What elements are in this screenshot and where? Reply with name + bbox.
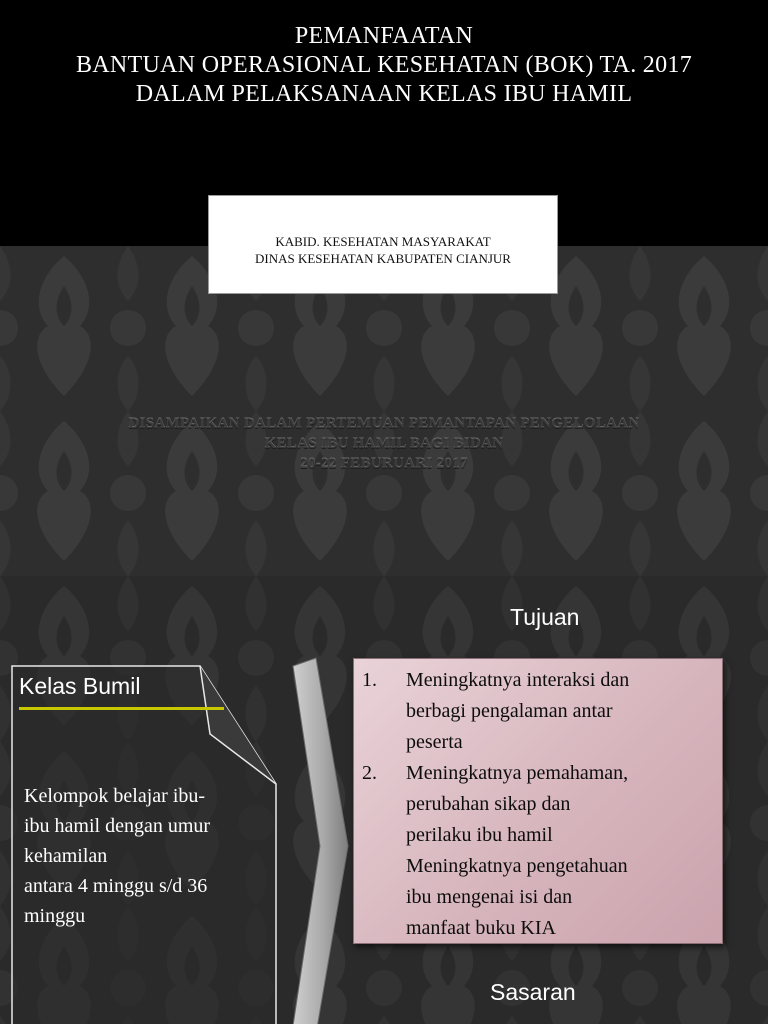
title-line-2: BANTUAN OPERASIONAL KESEHATAN (BOK) TA. 2017 [75,52,692,78]
desc-line: kehamilan [24,845,108,867]
sasaran-heading: Sasaran [490,979,576,1005]
author-line-1: KABID. KESEHATAN MASYARAKAT [275,234,491,249]
goal-number: 1. [362,669,377,691]
damask-background [0,246,768,576]
goal-line: Meningkatnya pengetahuan [406,855,628,877]
title-underline [19,707,224,710]
desc-line: minggu [24,905,86,927]
title-line-3: DALAM PELAKSANAAN KELAS IBU HAMIL [135,81,633,107]
content-slide [0,576,768,1024]
goal-line: manfaat buku KIA [406,917,556,939]
kelas-bumil-title: Kelas Bumil [19,673,141,699]
event-line-2: KELAS IBU HAMIL BAGI BIDAN [264,436,504,452]
tujuan-heading: Tujuan [510,604,580,630]
event-caption [0,414,768,474]
goal-line: Meningkatnya interaksi dan [406,669,630,691]
chevron-arrow-icon [290,656,350,1024]
damask-pattern [0,246,768,576]
event-line-3: 20-22 FEBURUARI 2017 [300,456,468,472]
goal-line: Meningkatnya pemahaman, [406,762,629,784]
author-line-2: DINAS KESEHATAN KABUPATEN CIANJUR [255,251,511,266]
desc-line: antara 4 minggu s/d 36 [24,875,208,897]
goal-line: berbagi pengalaman antar [406,700,613,722]
tujuan-goals-box [353,658,723,944]
goal-item-2 [354,758,724,944]
presentation-title [0,22,768,109]
goal-item-1 [354,665,724,758]
goal-line: peserta [406,731,463,753]
goal-number: 2. [362,762,377,784]
goal-line: ibu mengenai isi dan [406,886,573,908]
kelas-bumil-description [24,781,274,931]
author-box [208,195,558,294]
desc-line: Kelompok belajar ibu- [24,785,206,807]
goals-list [354,665,724,944]
desc-line: ibu hamil dengan umur [24,815,211,837]
event-line-1: DISAMPAIKAN DALAM PERTEMUAN PEMANTAPAN PENGELOLAAN [128,416,640,432]
goal-line: perilaku ibu hamil [406,824,553,846]
goal-line: perubahan sikap dan [406,793,571,815]
title-line-1: PEMANFAATAN [294,23,474,49]
